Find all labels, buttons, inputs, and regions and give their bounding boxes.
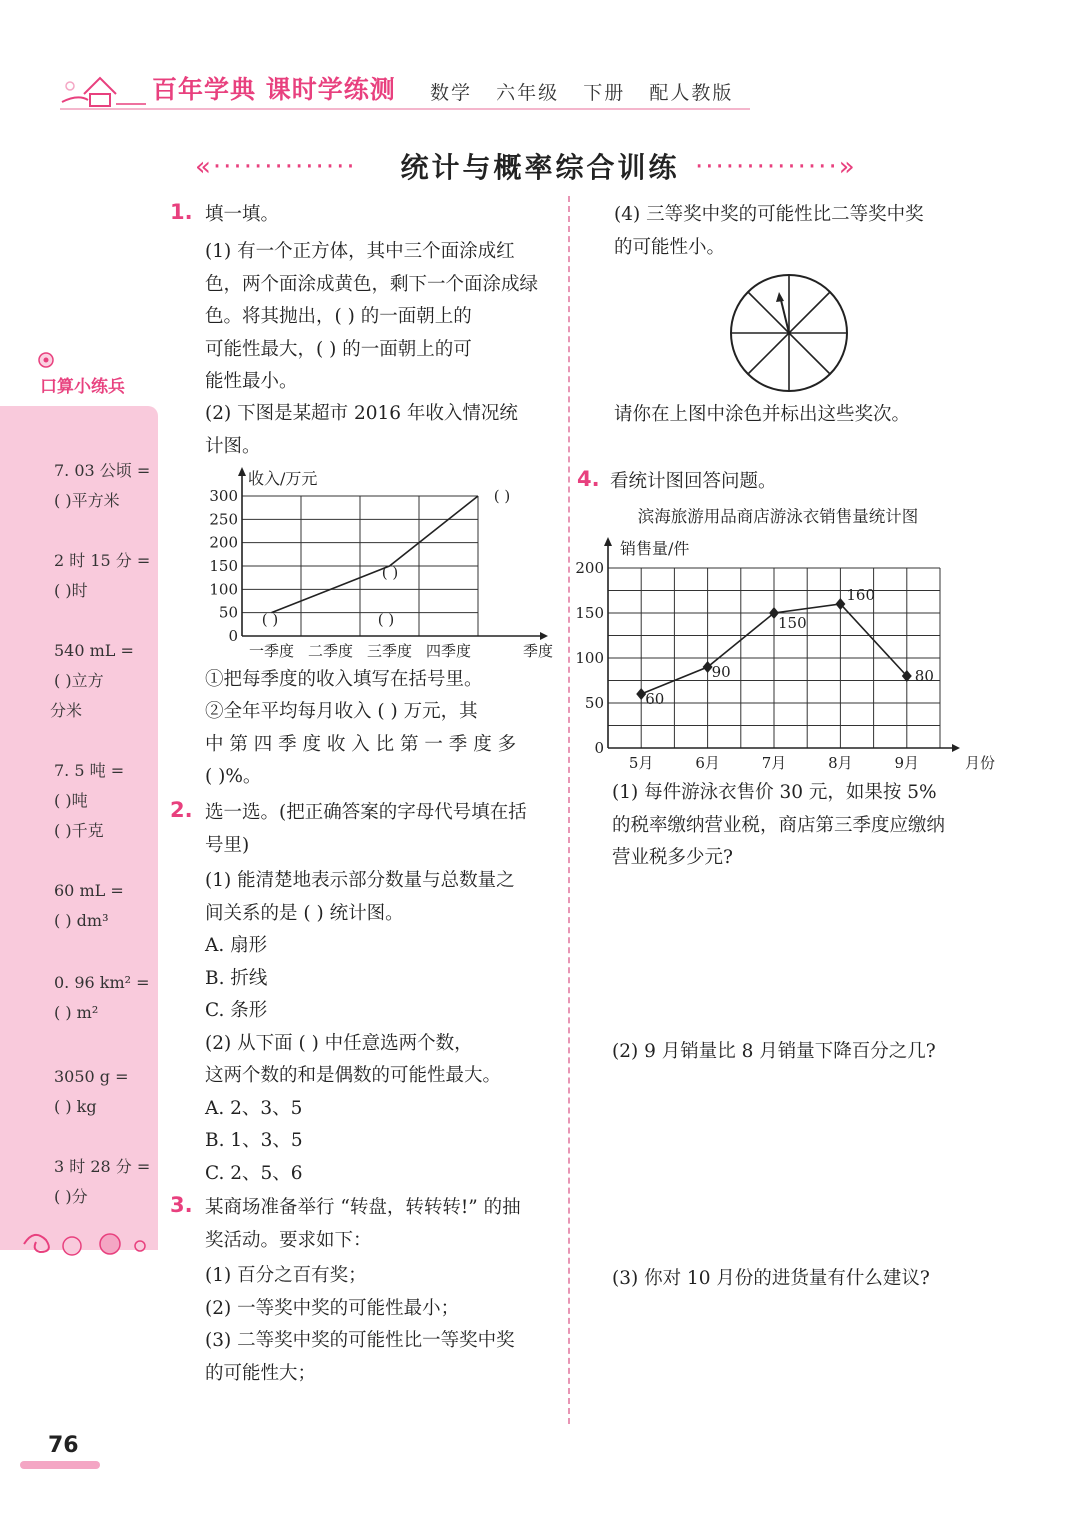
- text-line: 这两个数的和是偶数的可能性最大。: [205, 1065, 502, 1086]
- text-line: 的可能性小。: [614, 236, 726, 258]
- y-tick-label: 0: [228, 627, 238, 645]
- question-title: [205, 1192, 521, 1257]
- option-b: B. 1、3、5: [205, 1130, 303, 1151]
- data-label: 90: [711, 663, 731, 681]
- q3-requirements: [205, 1260, 515, 1390]
- sidebar-item: [50, 636, 134, 726]
- text-line: 可能性最大，( ) 的一面朝上的可: [205, 338, 472, 360]
- x-axis-arrow: [540, 632, 548, 640]
- x-tick-label: 9月: [894, 754, 920, 772]
- sidebar-item: [54, 756, 124, 846]
- sidebar-item-answer: ( ) dm³: [54, 911, 109, 930]
- x-tick-label: 三季度: [366, 642, 413, 660]
- sidebar-item-question: 3050 g =: [54, 1067, 129, 1086]
- question-title: 看统计图回答问题。: [610, 471, 777, 492]
- text-line: 选一选。(把正确答案的字母代号填在括: [205, 802, 527, 823]
- x-axis-label: 季度: [522, 642, 554, 660]
- y-tick-label: 150: [209, 557, 238, 575]
- text-line: 的可能性大；: [205, 1362, 317, 1384]
- y-axis-label: 收入/万元: [248, 469, 318, 488]
- sidebar-item-answer: ( )立方: [54, 671, 104, 690]
- x-tick-label: 一季度: [248, 642, 295, 660]
- data-label-blank: ( ): [261, 610, 279, 629]
- text-line: (1) 百分之百有奖；: [205, 1265, 367, 1286]
- header-subject: 数学: [430, 82, 473, 104]
- y-tick-label: 50: [218, 603, 238, 622]
- text-line: ( )%。: [205, 766, 262, 787]
- chart-title: 滨海旅游用品商店游泳衣销售量统计图: [637, 507, 919, 526]
- q2-part1: [205, 865, 515, 1190]
- text-line: 计图。: [205, 435, 261, 457]
- q4-sub1: [612, 777, 945, 875]
- x-axis-label: 月份: [964, 754, 996, 772]
- text-line: (4) 三等奖中奖的可能性比二等奖中奖: [614, 204, 924, 225]
- page-number: 76: [48, 1433, 79, 1458]
- y-tick-label: 200: [575, 559, 604, 577]
- sidebar-item-question: 540 mL =: [54, 641, 134, 660]
- data-label: 80: [914, 667, 934, 685]
- sidebar-item: [54, 1062, 129, 1122]
- header-grade: 六年级: [496, 82, 560, 104]
- text-line: 色，两个面涂成黄色，剩下一个面涂成绿: [205, 273, 539, 295]
- sidebar-item-question: 7. 5 吨 =: [54, 761, 125, 780]
- text-line: (1) 每件游泳衣售价 30 元，如果按 5%: [612, 782, 937, 803]
- text-line: 某商场准备举行 “转盘，转转转!” 的抽: [205, 1197, 521, 1218]
- text-line: 能性最小。: [205, 371, 298, 392]
- sidebar-swirl-decoration-icon: [14, 1222, 154, 1266]
- income-line-chart: [200, 464, 562, 666]
- sidebar-item: [54, 456, 150, 516]
- question-title: [205, 797, 527, 862]
- header-edition: 配人教版: [649, 82, 734, 104]
- sales-line-chart: [570, 498, 996, 780]
- x-tick-label: 7月: [761, 754, 787, 772]
- data-label: 150: [778, 614, 807, 632]
- x-tick-label: 5月: [628, 754, 654, 772]
- sidebar-item-answer: ( ) kg: [54, 1097, 97, 1116]
- sidebar-item-question: 0. 96 km² =: [54, 973, 150, 992]
- sidebar-item-answer: ( )时: [54, 581, 88, 600]
- y-tick-label: 250: [209, 510, 238, 529]
- question-title: 填一填。: [205, 204, 280, 225]
- text-line: 中 第 四 季 度 收 入 比 第 一 季 度 多: [205, 733, 517, 755]
- header-divider: [60, 108, 750, 110]
- text-line: (2) 从下面 ( ) 中任意选两个数，: [205, 1032, 473, 1054]
- sidebar-item-answer: ( )平方米: [54, 491, 120, 510]
- x-tick-label: 6月: [695, 754, 720, 772]
- sidebar-item-question: 60 mL =: [54, 881, 124, 900]
- header-logo-house-icon: [58, 64, 150, 110]
- sidebar-item: [54, 876, 124, 936]
- question-number: 3.: [170, 1193, 193, 1217]
- text-line: 色。将其抛出，( ) 的一面朝上的: [205, 306, 472, 327]
- text-line: (2) 一等奖中奖的可能性最小；: [205, 1297, 460, 1319]
- x-tick-label: 二季度: [307, 642, 354, 660]
- y-tick-label: 200: [209, 533, 238, 552]
- option-c: C. 条形: [205, 1000, 268, 1021]
- x-tick-label: 8月: [828, 754, 853, 772]
- q3-instruction: 请你在上图中涂色并标出这些奖次。: [614, 404, 911, 425]
- y-axis-arrow: [604, 537, 612, 546]
- q1-sub2: [205, 696, 516, 794]
- text-line: (1) 能清楚地表示部分数量与总数量之: [205, 870, 515, 891]
- question-number: 2.: [170, 798, 193, 822]
- text-line: 号里): [205, 834, 250, 856]
- q4-sub3: (3) 你对 10 月份的进货量有什么建议?: [612, 1268, 930, 1289]
- data-label: 60: [645, 690, 665, 708]
- option-b: B. 折线: [205, 967, 268, 989]
- title-right-arrows-icon: ··············»: [695, 152, 857, 182]
- sidebar-item-answer: ( ) m²: [54, 1003, 99, 1022]
- title-left-arrows-icon: «··············: [195, 152, 357, 182]
- q1-sub1: ①把每季度的收入填写在括号里。: [205, 669, 483, 690]
- sidebar-item: [54, 1152, 150, 1212]
- header-subject-info: [430, 78, 733, 105]
- y-tick-label: 150: [575, 604, 604, 622]
- question-number: 4.: [577, 467, 600, 491]
- y-axis-label: 销售量/件: [620, 539, 690, 558]
- q4-sub2: (2) 9 月销量比 8 月销量下降百分之几?: [612, 1041, 936, 1062]
- y-tick-label: 0: [594, 739, 604, 757]
- sidebar-item-question: 7. 03 公顷 =: [54, 461, 151, 480]
- text-line: (3) 二等奖中奖的可能性比一等奖中奖: [205, 1330, 515, 1351]
- header-brand: 百年学典 课时学练测: [152, 75, 396, 104]
- sidebar-item: [54, 968, 150, 1028]
- q3-requirement-4: [614, 199, 924, 264]
- text-line: (2) 下图是某超市 2016 年收入情况统: [205, 403, 518, 424]
- q1-part1: [205, 236, 565, 399]
- y-tick-label: 300: [209, 487, 238, 505]
- option-a: A. 2、3、5: [205, 1097, 303, 1119]
- data-label-blank: ( ): [381, 563, 399, 582]
- option-a: A. 扇形: [205, 935, 268, 956]
- y-tick-label: 100: [209, 580, 238, 599]
- x-axis-arrow: [952, 744, 960, 752]
- column-divider: [568, 196, 570, 1424]
- spinner-wheel: [726, 272, 854, 394]
- x-tick-label: 四季度: [425, 642, 472, 660]
- y-axis-arrow: [238, 467, 246, 476]
- sidebar-item-answer-cont: 分米: [50, 701, 83, 720]
- question-number: 1.: [170, 200, 193, 224]
- text-line: 奖活动。要求如下：: [205, 1229, 372, 1251]
- data-label-blank: ( ): [493, 487, 511, 505]
- sidebar-item-answer: ( )吨: [54, 791, 88, 810]
- y-tick-label: 50: [584, 694, 604, 712]
- sidebar-item-question: 3 时 28 分 =: [54, 1157, 151, 1176]
- sidebar-item-answer: ( )分: [54, 1187, 88, 1206]
- header-volume: 下册: [583, 82, 626, 104]
- text-line: ②全年平均每月收入 ( ) 万元，其: [205, 701, 478, 722]
- text-line: 营业税多少元?: [612, 847, 733, 868]
- text-line: 间关系的是 ( ) 统计图。: [205, 902, 404, 924]
- sidebar-item-question: 2 时 15 分 =: [54, 551, 151, 570]
- option-c: C. 2、5、6: [205, 1162, 303, 1184]
- q1-part2: [205, 398, 518, 463]
- page-title: 统计与概率综合训练: [400, 151, 680, 184]
- text-line: (1) 有一个正方体，其中三个面涂成红: [205, 241, 515, 262]
- data-label-blank: ( ): [377, 610, 395, 629]
- sidebar-title: 口算小练兵: [40, 377, 125, 397]
- text-line: 的税率缴纳营业税，商店第三季度应缴纳: [612, 814, 946, 836]
- y-tick-label: 100: [575, 649, 604, 667]
- sidebar-item-answer-cont: ( )千克: [54, 821, 104, 840]
- series-line: [272, 496, 479, 613]
- page-number-bar: [20, 1461, 100, 1469]
- sidebar-item: [54, 546, 150, 606]
- data-label: 160: [846, 586, 876, 604]
